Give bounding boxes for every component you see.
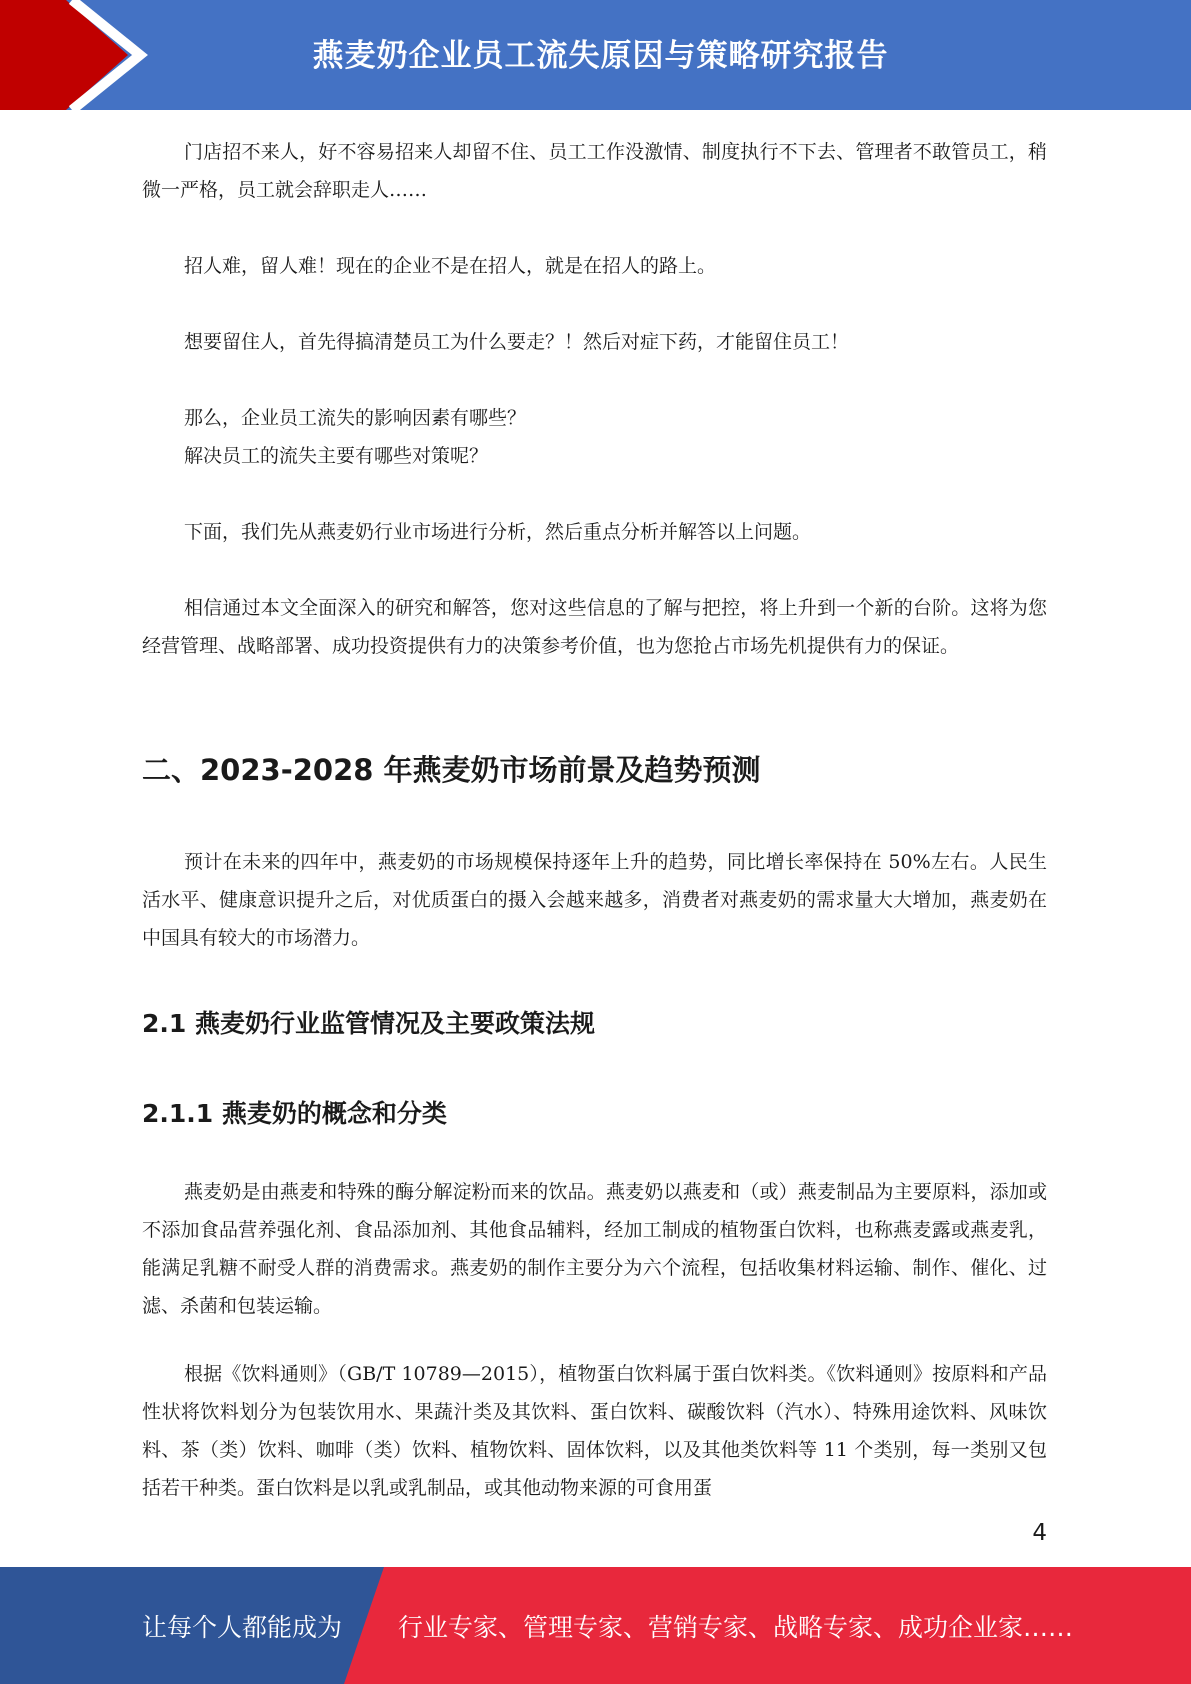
intro-paragraph-3-block bbox=[142, 323, 1047, 361]
report-title: 燕麦奶企业员工流失原因与策略研究报告 bbox=[312, 37, 889, 74]
intro-paragraph-2: 招人难，留人难！现在的企业不是在招人，就是在招人的路上。 bbox=[184, 255, 717, 277]
footer-slogan-right: 行业专家、管理专家、营销专家、战略专家、成功企业家…… bbox=[398, 1612, 1074, 1642]
section-2-1-1-paragraph-1: 燕麦奶是由燕麦和特殊的酶分解淀粉而来的饮品。燕麦奶以燕麦和（或）燕麦制品为主要原料，添加或不添加食品营养强化剂、食品添加剂、其他食品辅料，经加工制成的植物蛋白饮料，也称燕麦露或燕麦乳，能满足乳糖不耐受人群的消费需求。燕麦奶的制作主要分为六个流程，包括收集材料运输、制作、催化、过滤、杀菌和包装运输。 bbox=[142, 1181, 1047, 1317]
section-2-1-heading: 2.1 燕麦奶行业监管情况及主要政策法规 bbox=[142, 1009, 595, 1038]
intro-paragraph-4: 下面，我们先从燕麦奶行业市场进行分析，然后重点分析并解答以上问题。 bbox=[184, 521, 812, 543]
intro-section bbox=[142, 133, 1047, 209]
page-number: 4 bbox=[1032, 1520, 1047, 1546]
intro-paragraph-1: 门店招不来人，好不容易招来人却留不住、员工工作没激情、制度执行不下去、管理者不敢管员工，稍微一严格，员工就会辞职走人…… bbox=[142, 141, 1047, 201]
section-2-1-1-paragraph-2: 根据《饮料通则》（GB/T 10789—2015），植物蛋白饮料属于蛋白饮料类。《饮料通则》按原料和产品性状将饮料划分为包装饮用水、果蔬汁类及其饮料、蛋白饮料、碳酸饮料（汽水）、特殊用途饮料、风味饮料、茶（类）饮料、咖啡（类）饮料、植物饮料、固体饮料，以及其他类饮料等 11 个类别，每一类别又包括若干种类。蛋白饮料是以乳或乳制品，或其他动物来源的可食用蛋 bbox=[142, 1363, 1047, 1499]
section-2-paragraph: 预计在未来的四年中，燕麦奶的市场规模保持逐年上升的趋势，同比增长率保持在 50%左右。人民生活水平、健康意识提升之后，对优质蛋白的摄入会越来越多，消费者对燕麦奶的需求量大大增加，燕麦奶在中国具有较大的市场潜力。 bbox=[142, 851, 1047, 949]
intro-paragraph-2-block bbox=[142, 247, 1047, 285]
intro-paragraph-4-block bbox=[142, 513, 1047, 551]
intro-questions-block bbox=[142, 399, 1047, 475]
section-2-1-1-heading: 2.1.1 燕麦奶的概念和分类 bbox=[142, 1099, 447, 1128]
section-2-heading: 二、2023-2028 年燕麦奶市场前景及趋势预测 bbox=[142, 753, 761, 787]
intro-question-2: 解决员工的流失主要有哪些对策呢？ bbox=[184, 445, 489, 467]
intro-question-1: 那么，企业员工流失的影响因素有哪些？ bbox=[184, 407, 527, 429]
section-2-1-1-paragraph-1-block bbox=[142, 1173, 1047, 1325]
intro-paragraph-3: 想要留住人，首先得搞清楚员工为什么要走？！然后对症下药，才能留住员工！ bbox=[184, 331, 850, 353]
footer-banner bbox=[0, 1567, 1191, 1684]
section-2-1-1-paragraph-2-block bbox=[142, 1355, 1047, 1507]
section-2-paragraph-block bbox=[142, 843, 1047, 957]
header-banner bbox=[0, 0, 1191, 110]
intro-paragraph-5: 相信通过本文全面深入的研究和解答，您对这些信息的了解与把控，将上升到一个新的台阶。这将为您经营管理、战略部署、成功投资提供有力的决策参考价值，也为您抢占市场先机提供有力的保证。 bbox=[142, 597, 1047, 657]
footer-slogan-left: 让每个人都能成为 bbox=[142, 1612, 343, 1642]
intro-paragraph-5-block bbox=[142, 589, 1047, 665]
